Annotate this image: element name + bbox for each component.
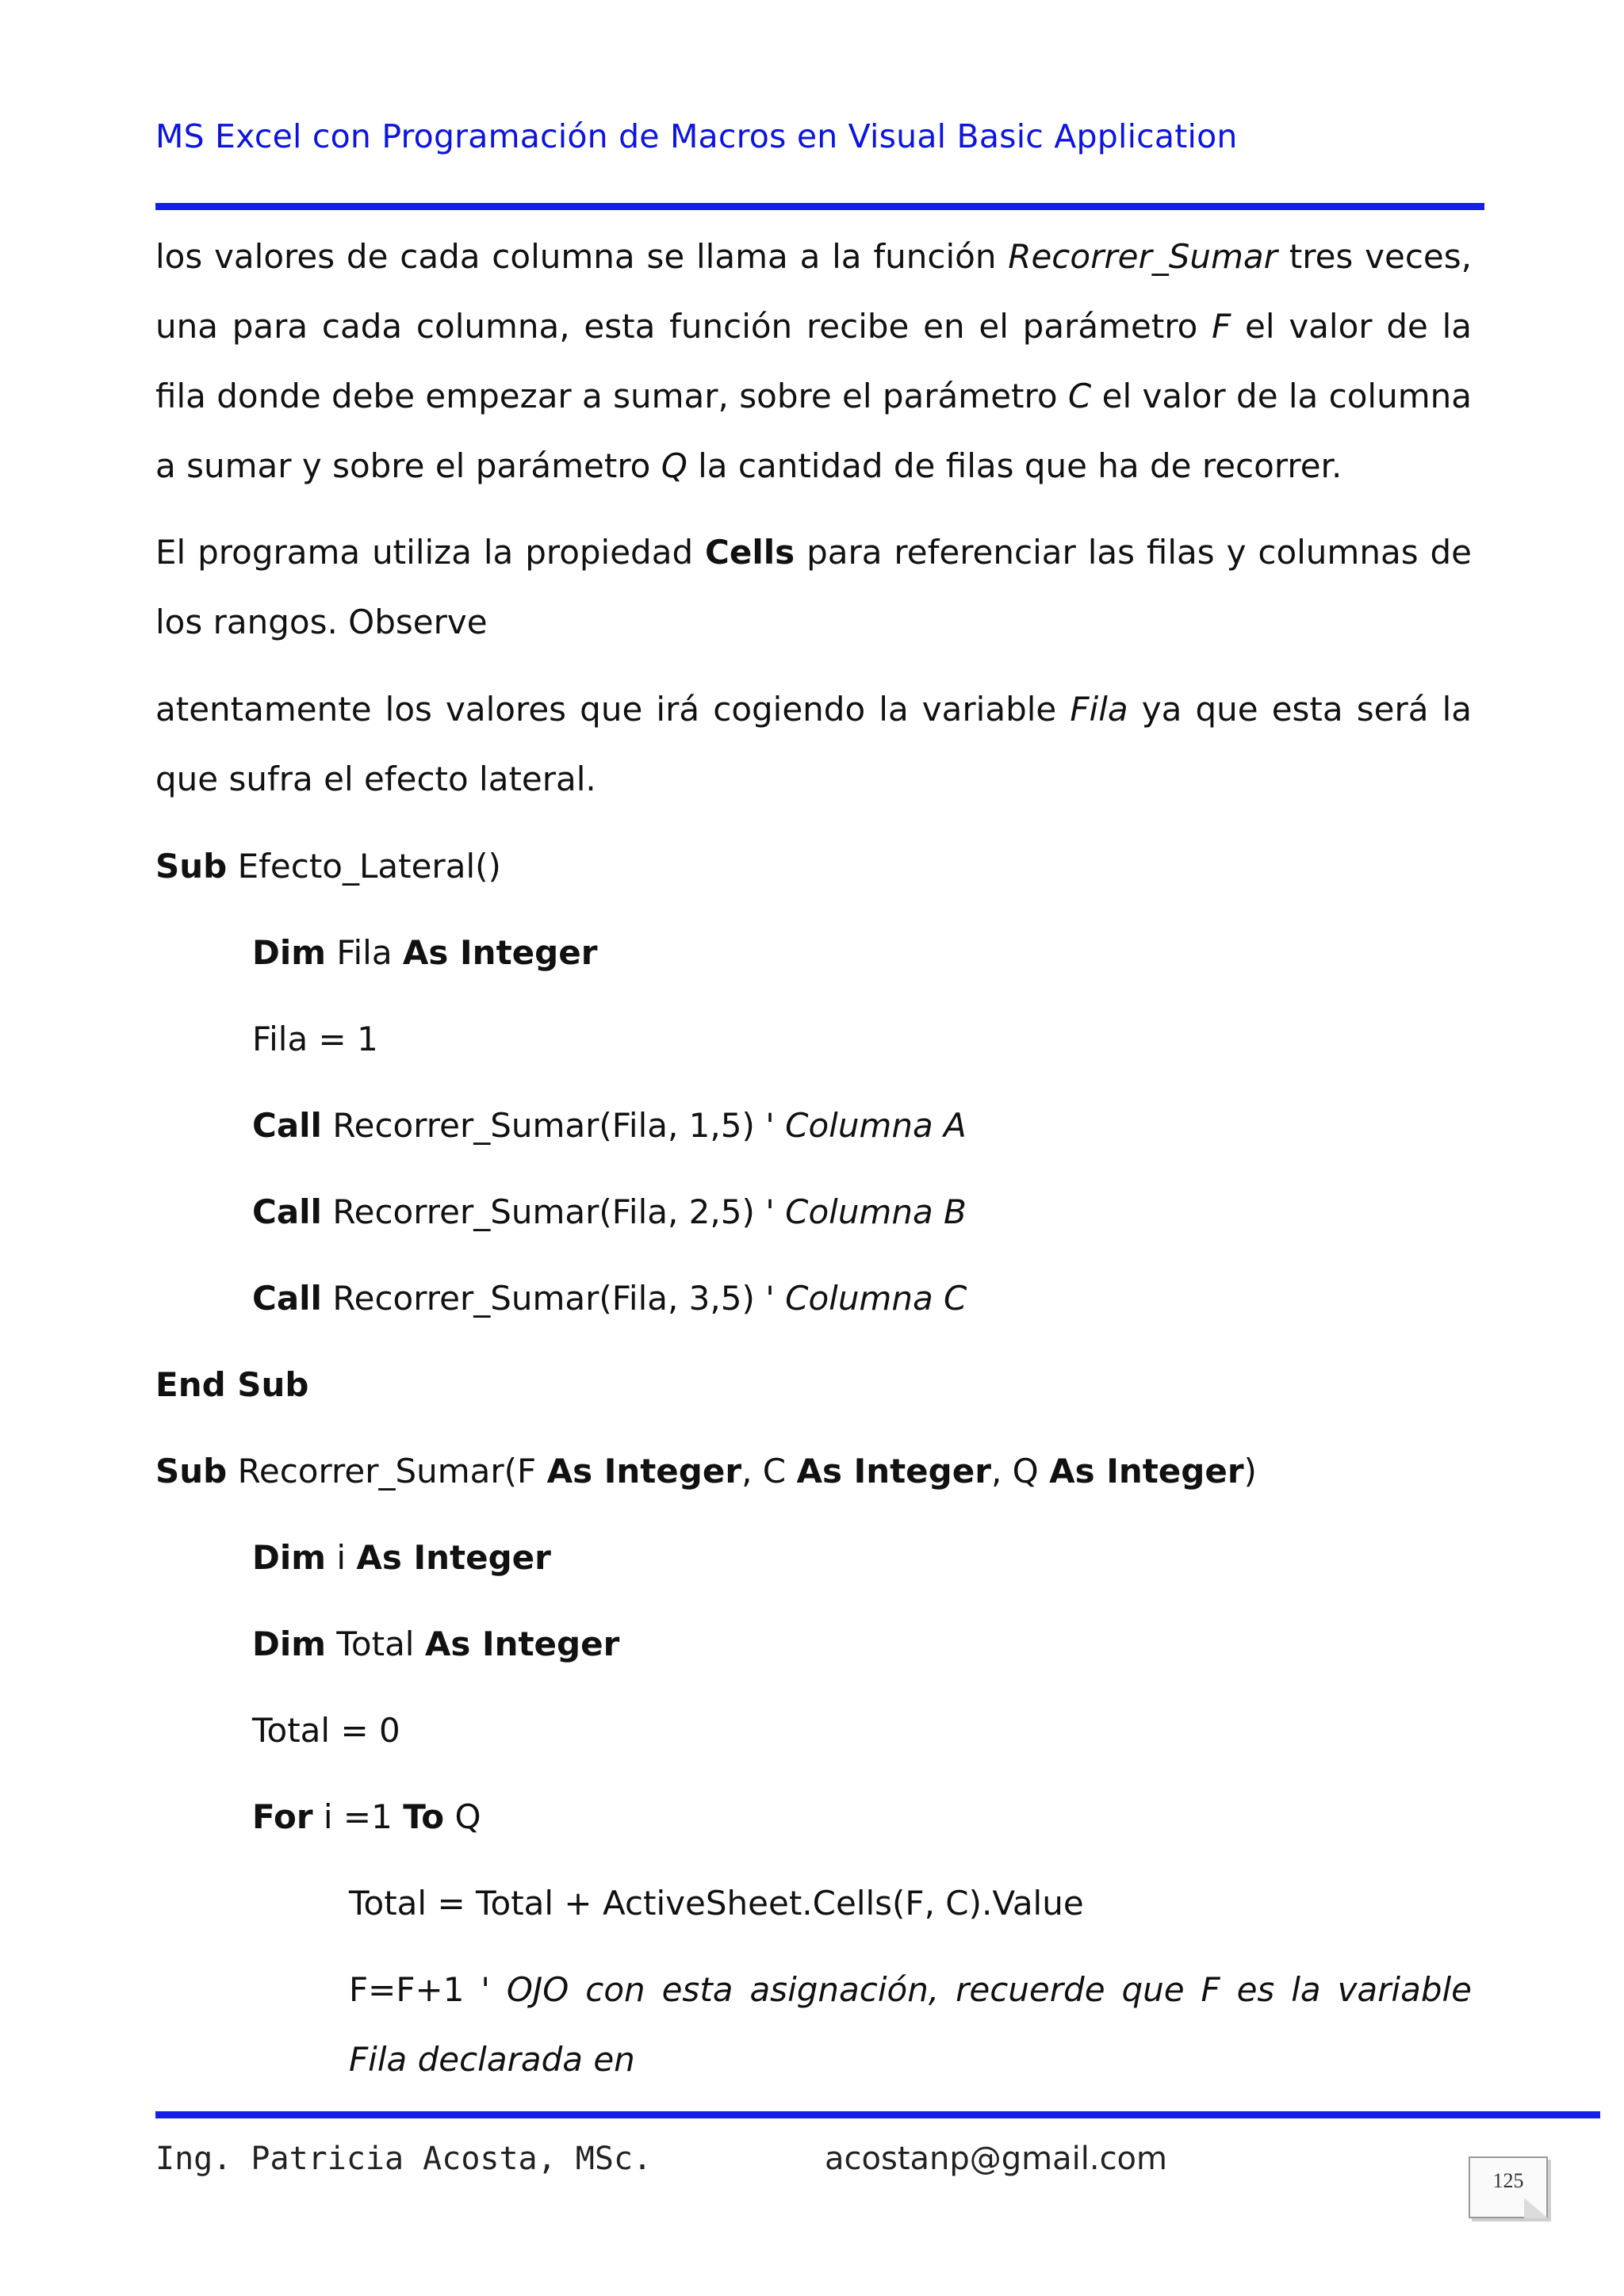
page-number-badge (1469, 2156, 1548, 2218)
page-number: 125 (1492, 2169, 1524, 2192)
code-line-call-column-a: Call Recorrer_Sumar(Fila, 1,5) ' Columna A (252, 1106, 967, 1145)
paragraph-fila-variable: atentamente los valores que irá cogiendo la variable Fila ya que esta será la que sufra el efecto lateral. (155, 690, 1472, 798)
code-line-dim-fila: Dim Fila As Integer (252, 933, 598, 972)
footer-email: acostanp@gmail.com (825, 2141, 1167, 2177)
paragraph-cells-property: El programa utiliza la propiedad Cells para referenciar las filas y columnas de los rangos. Observe (155, 533, 1472, 641)
code-line-end-sub: End Sub (155, 1365, 309, 1404)
code-line-sub-efecto-lateral: Sub Efecto_Lateral() (155, 847, 501, 886)
code-line-call-column-b: Call Recorrer_Sumar(Fila, 2,5) ' Columna B (252, 1192, 967, 1231)
code-line-dim-i: Dim i As Integer (252, 1538, 551, 1577)
header-rule (155, 203, 1484, 210)
code-line-f-increment: F=F+1 ' OJO con esta asignación, recuerde que F es la variable Fila declarada en (349, 1970, 1472, 2079)
code-line-for-loop: For i =1 To Q (252, 1797, 481, 1836)
code-line-call-column-c: Call Recorrer_Sumar(Fila, 3,5) ' Columna C (252, 1279, 967, 1318)
document-header-title: MS Excel con Programación de Macros en Visual Basic Application (155, 117, 1238, 155)
page-corner-fold-icon (1524, 2198, 1548, 2218)
footer-rule (155, 2111, 1600, 2118)
code-line-total-accumulate: Total = Total + ActiveSheet.Cells(F, C).Value (349, 1884, 1084, 1923)
code-line-total-init: Total = 0 (252, 1711, 400, 1750)
paragraph-recorrer-sumar: los valores de cada columna se llama a la función Recorrer_Sumar tres veces, una para cada columna, esta función recibe en el parámetro F el valor de la fila donde debe empezar a sumar, sobre el parámetro C el valor de la columna a sumar y sobre el parámetro Q la cantidad de filas que ha de recorrer. (155, 237, 1472, 485)
code-line-fila-assign: Fila = 1 (252, 1020, 378, 1058)
code-line-dim-total: Dim Total As Integer (252, 1624, 620, 1663)
footer-author: Ing. Patricia Acosta, MSc. (155, 2141, 653, 2177)
code-line-sub-recorrer-sumar: Sub Recorrer_Sumar(F As Integer, C As Integer, Q As Integer) (155, 1452, 1257, 1490)
